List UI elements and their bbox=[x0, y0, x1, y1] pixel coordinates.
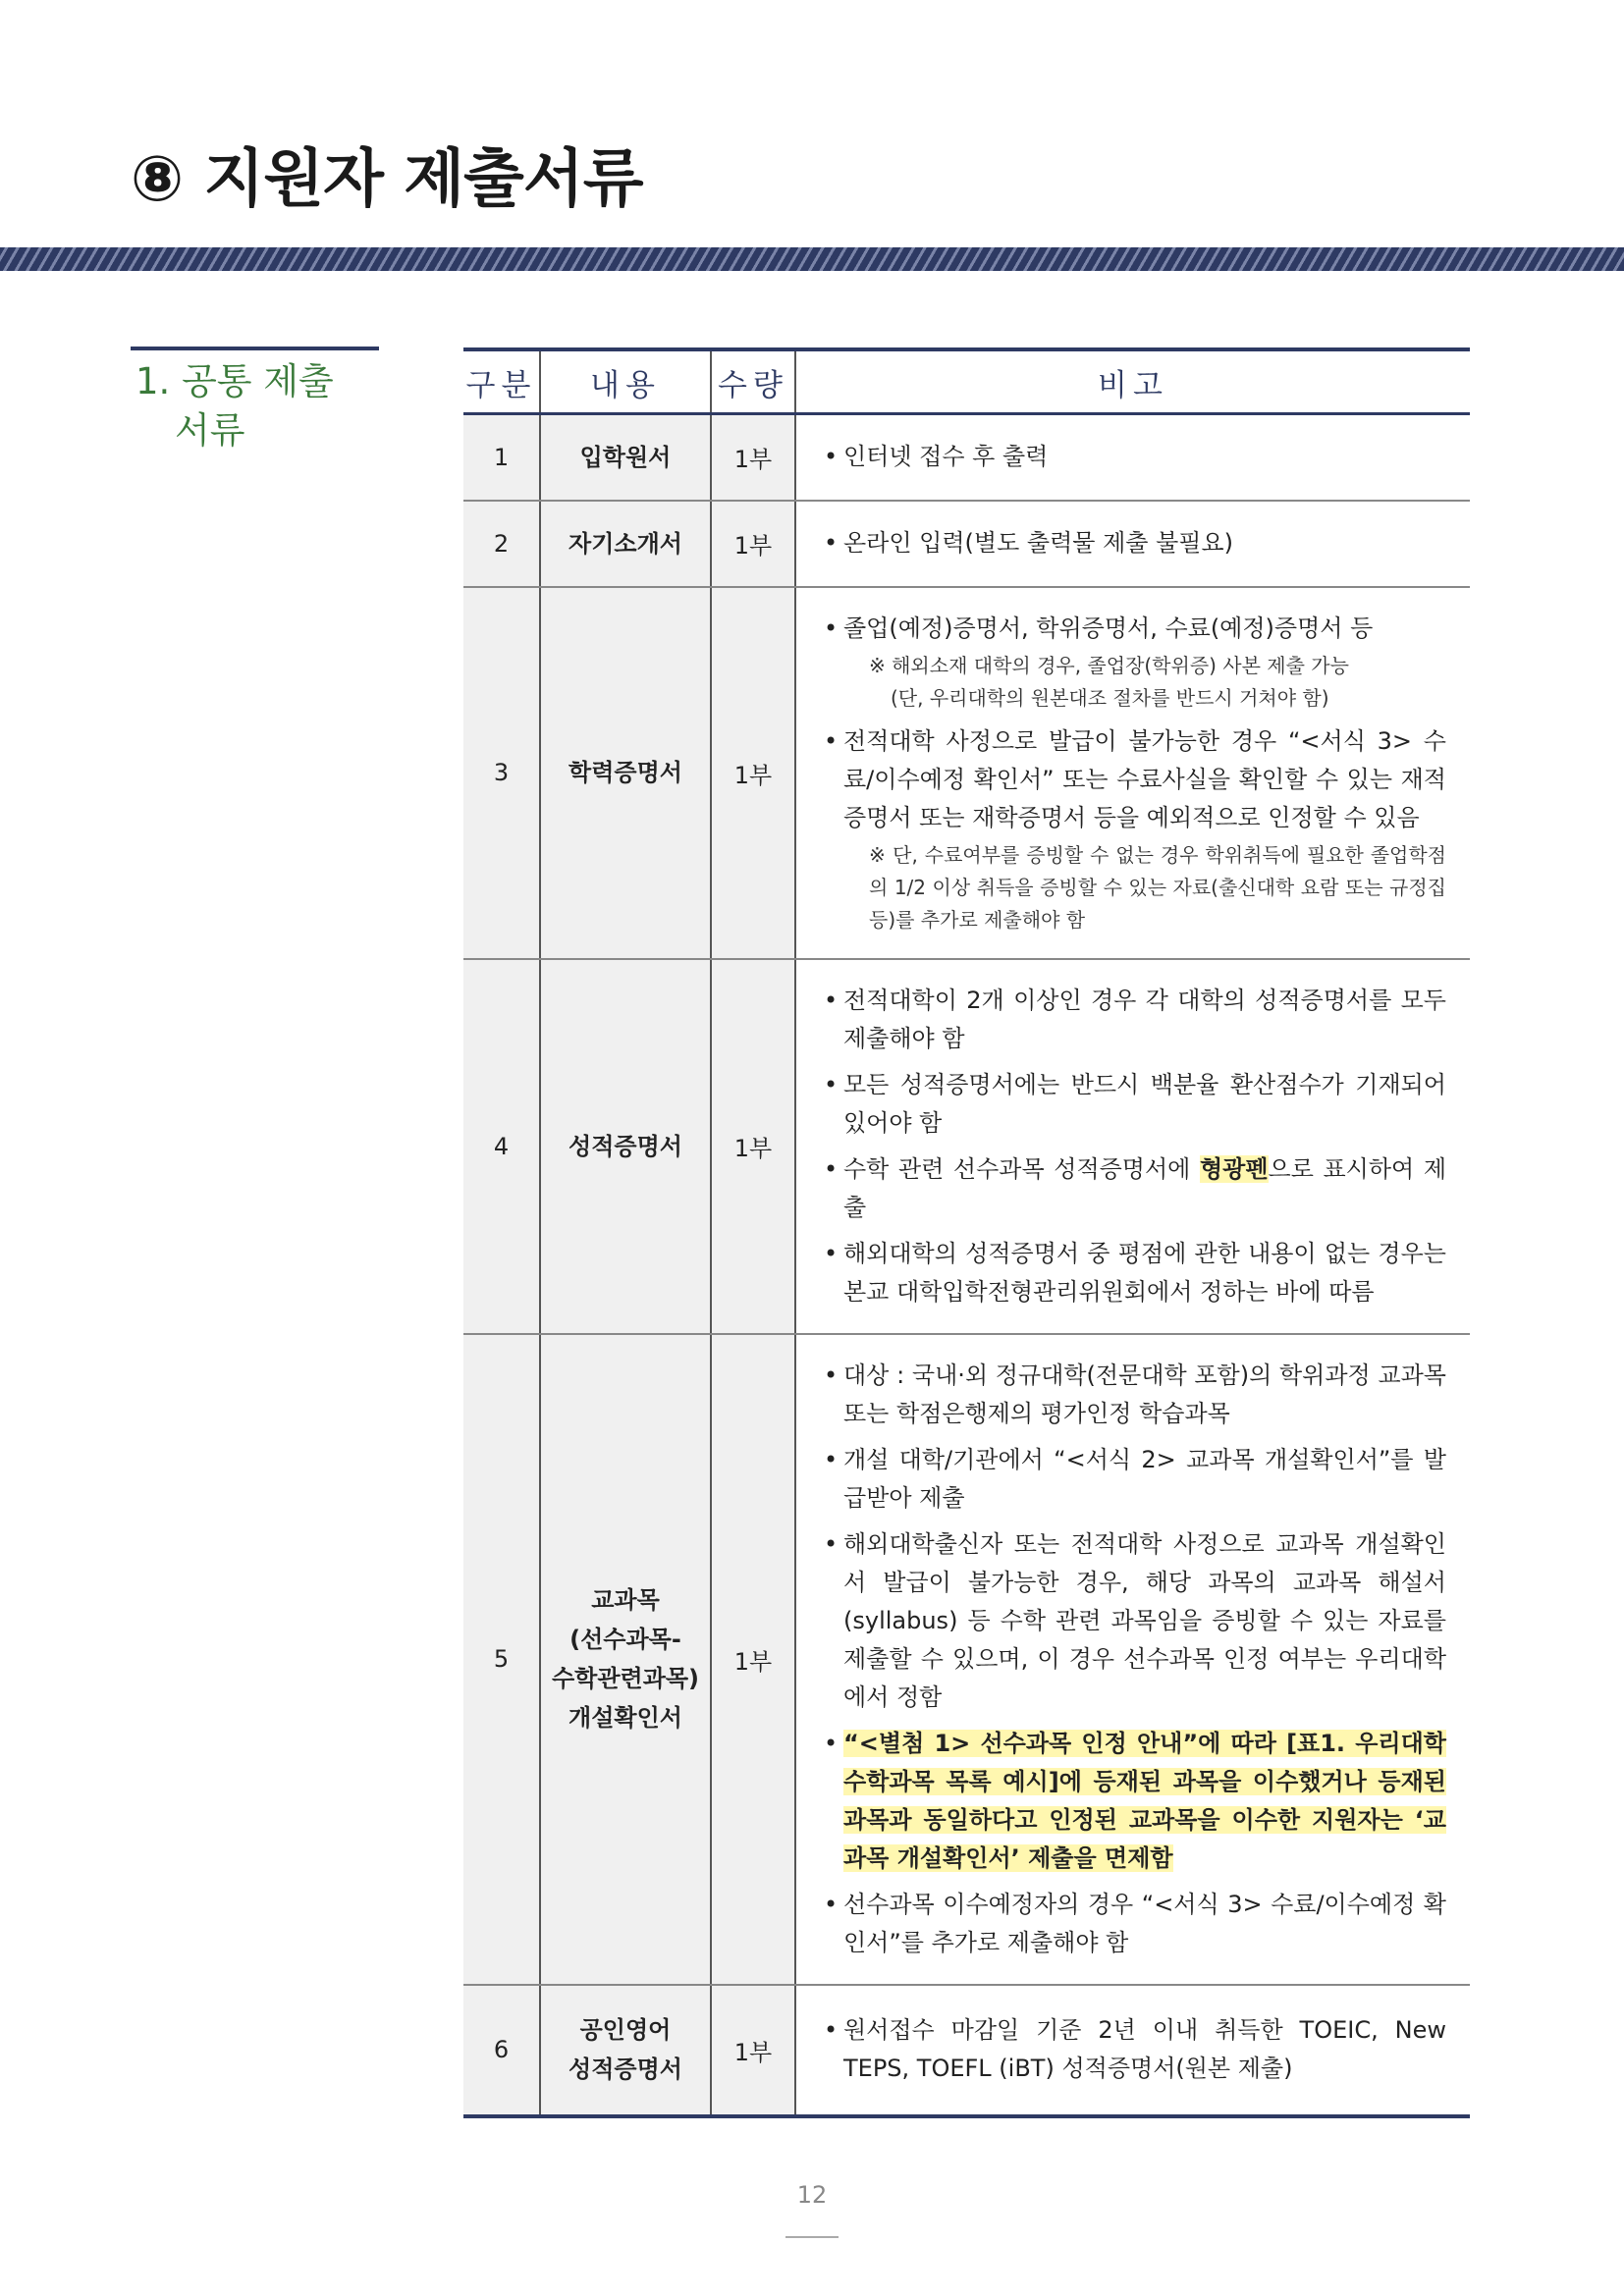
header-stripe-divider bbox=[0, 247, 1624, 271]
remark-item bbox=[824, 610, 1446, 715]
section-rule bbox=[131, 347, 379, 350]
document-quantity: 1부 bbox=[711, 587, 795, 959]
document-quantity: 1부 bbox=[711, 501, 795, 587]
table-row bbox=[463, 414, 1470, 501]
remarks-cell bbox=[795, 959, 1470, 1334]
remark-text: 전적대학 사정으로 발급이 불가능한 경우 “<서식 3> 수료/이수예정 확인서” 또는 수료사실을 확인할 수 있는 재적증명서 또는 재학증명서 등을 예외적으로 인정할 수 있음 bbox=[843, 726, 1446, 831]
subnote-line1: ※ 해외소재 대학의 경우, 졸업장(학위증) 사본 제출 가능 bbox=[869, 653, 1349, 677]
remark-item bbox=[824, 1150, 1446, 1227]
header-category: 구분 bbox=[463, 349, 540, 414]
document-name bbox=[540, 1985, 711, 2116]
remark-item: • 모든 성적증명서에는 반드시 백분율 환산점수가 기재되어 있어야 함 bbox=[824, 1066, 1446, 1143]
header-quantity: 수량 bbox=[711, 349, 795, 414]
remark-item: • 선수과목 이수예정자의 경우 “<서식 3> 수료/이수예정 확인서”를 추가로 제출해야 함 bbox=[824, 1886, 1446, 1962]
document-name: 자기소개서 bbox=[540, 501, 711, 587]
remarks-cell bbox=[795, 1334, 1470, 1985]
table-row bbox=[463, 501, 1470, 587]
document-quantity: 1부 bbox=[711, 1985, 795, 2116]
table-row bbox=[463, 587, 1470, 959]
remark-text: 졸업(예정)증명서, 학위증명서, 수료(예정)증명서 등 bbox=[843, 614, 1374, 642]
remark-subnote bbox=[843, 650, 1446, 715]
table-header-row bbox=[463, 349, 1470, 414]
section-title bbox=[135, 357, 334, 455]
name-line: 교과목 bbox=[591, 1586, 660, 1614]
remark-subnote: ※ 단, 수료여부를 증빙할 수 없는 경우 학위취득에 필요한 졸업학점의 1/2 이상 취득을 증빙할 수 있는 자료(출신대학 요람 또는 규정집 등)를 추가로 제출해야 함 bbox=[869, 842, 1446, 932]
remark-text: 수학 관련 선수과목 성적증명서에 bbox=[843, 1154, 1200, 1183]
row-number: 1 bbox=[463, 414, 540, 501]
remark-item: • 개설 대학/기관에서 “<서식 2> 교과목 개설확인서”를 발급받아 제출 bbox=[824, 1441, 1446, 1518]
document-name bbox=[540, 1334, 711, 1985]
name-line: 개설확인서 bbox=[568, 1704, 682, 1732]
remark-item bbox=[824, 722, 1446, 936]
section-title-line1: 1. 공통 제출 bbox=[135, 360, 334, 402]
remark-item: • 온라인 입력(별도 출력물 제출 불필요) bbox=[824, 524, 1446, 562]
remarks-cell bbox=[795, 414, 1470, 501]
remark-item: • 원서접수 마감일 기준 2년 이내 취득한 TOEIC, New TEPS, TOEFL (iBT) 성적증명서(원본 제출) bbox=[824, 2011, 1446, 2088]
document-quantity: 1부 bbox=[711, 959, 795, 1334]
row-number: 5 bbox=[463, 1334, 540, 1985]
remark-item: • 해외대학출신자 또는 전적대학 사정으로 교과목 개설확인서 발급이 불가능한 경우, 해당 과목의 교과목 해설서(syllabus) 등 수학 관련 과목임을 증빙할 수 있는 자료를 제출할 수 있으며, 이 경우 선수과목 인정 여부는 우리대학에서 정함 bbox=[824, 1525, 1446, 1717]
document-name: 성적증명서 bbox=[540, 959, 711, 1334]
page-number: 12 bbox=[796, 2181, 828, 2209]
name-line: 수학관련과목) bbox=[551, 1665, 700, 1692]
remarks-cell bbox=[795, 1985, 1470, 2116]
section-title-line2: 서류 bbox=[175, 409, 245, 452]
highlighted-text: “<별첨 1> 선수과목 인정 안내”에 따라 [표1. 우리대학 수학과목 목록 예시]에 등재된 과목을 이수했거나 등재된 과목과 동일하다고 인정된 교과목을 이수한 지원자는 ‘교과목 개설확인서’ 제출을 면제함 bbox=[843, 1729, 1446, 1872]
page-title: ⑧ 지원자 제출서류 bbox=[131, 143, 643, 216]
remark-item: • 전적대학이 2개 이상인 경우 각 대학의 성적증명서를 모두 제출해야 함 bbox=[824, 982, 1446, 1058]
name-line: 공인영어 bbox=[579, 2016, 672, 2044]
remark-item: • 인터넷 접수 후 출력 bbox=[824, 438, 1446, 476]
page-number-rule bbox=[785, 2236, 839, 2238]
row-number: 6 bbox=[463, 1985, 540, 2116]
document-quantity: 1부 bbox=[711, 414, 795, 501]
row-number: 2 bbox=[463, 501, 540, 587]
table-row bbox=[463, 1334, 1470, 1985]
subnote-line2: (단, 우리대학의 원본대조 절차를 반드시 거쳐야 함) bbox=[891, 685, 1329, 710]
name-line: (선수과목- bbox=[569, 1626, 681, 1653]
remark-item: • 대상 : 국내·외 정규대학(전문대학 포함)의 학위과정 교과목 또는 학점은행제의 평가인정 학습과목 bbox=[824, 1357, 1446, 1433]
remark-item bbox=[824, 1725, 1446, 1878]
remark-item: • 해외대학의 성적증명서 중 평점에 관한 내용이 없는 경우는 본교 대학입학전형관리위원회에서 정하는 바에 따름 bbox=[824, 1235, 1446, 1311]
table-row bbox=[463, 1985, 1470, 2116]
name-line: 성적증명서 bbox=[568, 2056, 682, 2083]
header-remarks: 비고 bbox=[795, 349, 1470, 414]
header-content: 내용 bbox=[540, 349, 711, 414]
document-name: 학력증명서 bbox=[540, 587, 711, 959]
remarks-cell bbox=[795, 587, 1470, 959]
documents-table bbox=[463, 347, 1470, 2118]
document-quantity: 1부 bbox=[711, 1334, 795, 1985]
row-number: 4 bbox=[463, 959, 540, 1334]
highlighted-text: 형광펜 bbox=[1199, 1154, 1269, 1183]
document-name: 입학원서 bbox=[540, 414, 711, 501]
row-number: 3 bbox=[463, 587, 540, 959]
remark-text: 으로 표시하여 제출 bbox=[843, 1154, 1447, 1221]
table-row bbox=[463, 959, 1470, 1334]
remarks-cell bbox=[795, 501, 1470, 587]
